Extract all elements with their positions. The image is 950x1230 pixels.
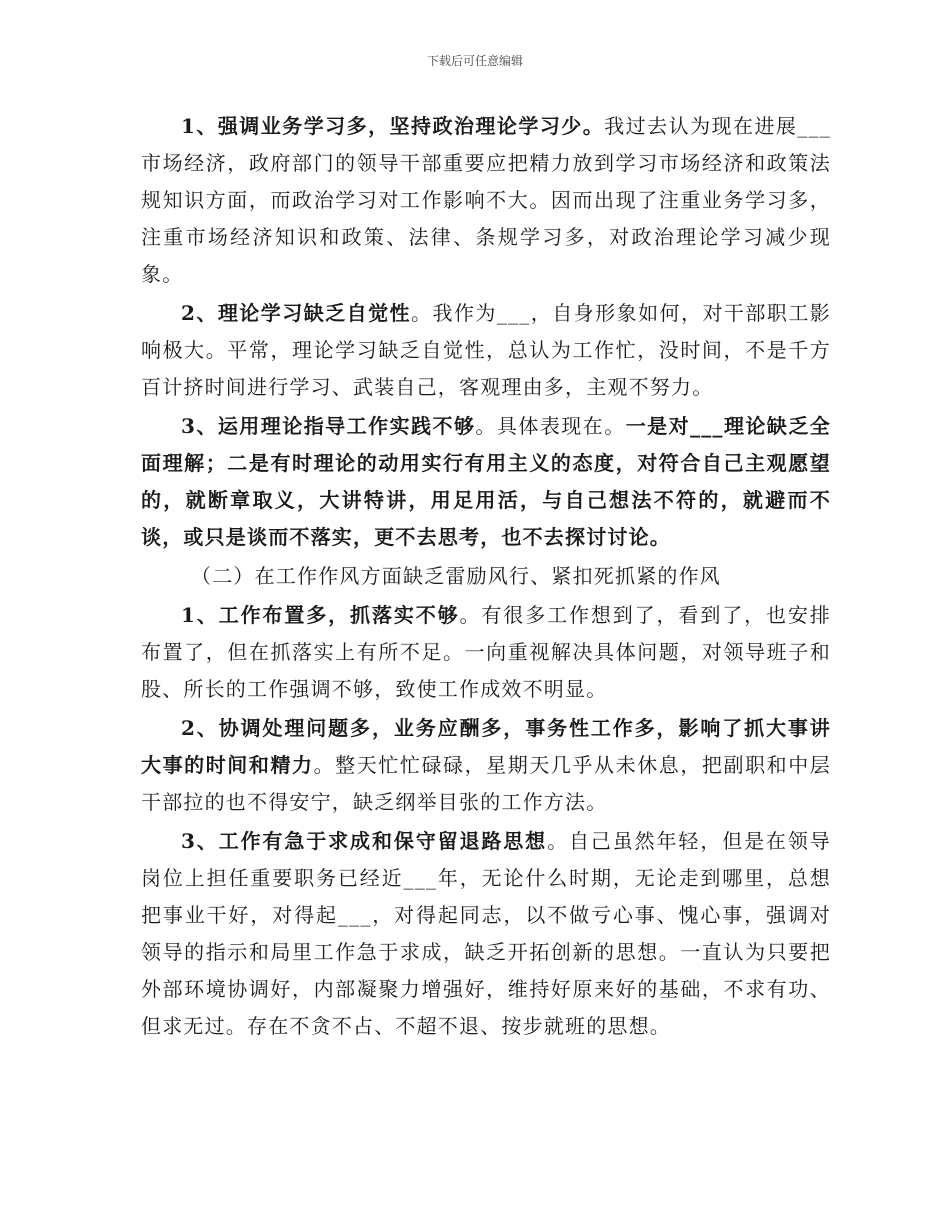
paragraph-text: 。自己虽然年轻，但是在领导岗位上担任重要职务已经近___年，无论什么时期，无论走到哪里，总想把事业干好，对得起___，对得起同志，以不做亏心事、愧心事，强调对领导的指示和局里工作急于求成，缺乏开拓创新的思想。一直认为只要把外部环境协调好，内部凝聚力增强好，维持好原来好的基础，不求有功、但求无过。存在不贪不占、不超不退、按步就班的思想。 [141, 829, 831, 1038]
paragraph-4 [141, 597, 831, 708]
paragraph-3 [141, 408, 831, 556]
paragraph-5 [141, 710, 831, 821]
header-note: 下载后可任意编辑 [426, 54, 523, 68]
paragraph-6 [141, 823, 831, 1045]
paragraph-2 [141, 295, 831, 406]
paragraph-text: 。我作为___，自身形象如何，对干部职工影响极大。平常，理论学习缺乏自觉性，总认为工作忙，没时间，不是千方百计挤时间进行学习、武装自己，客观理由多，主观不努力。 [141, 301, 831, 399]
document-body [141, 108, 831, 1047]
paragraph-text: 。有很多工作想到了，看到了，也安排布置了，但在抓落实上有所不足。一向重视解决具体问题，对领导班子和股、所长的工作强调不够，致使工作成效不明显。 [141, 603, 831, 701]
paragraph-heading: 3、工作有急于求成和保守留退路思想 [181, 829, 548, 853]
paragraph-text: 我过去认为现在进展___市场经济，政府部门的领导干部重要应把精力放到学习市场经济和政策法规知识方面，而政治学习对工作影响不大。因而出现了注重业务学习多，注重市场经济知识和政策、法律、条规学习多，对政治理论学习减少现象。 [141, 114, 831, 286]
paragraph-text: 。具体表现在。 [475, 414, 626, 438]
paragraph-heading: 3、运用理论指导工作实践不够 [181, 414, 476, 438]
paragraph-heading: 2、协调处理问题多，业务应酬多，事务性工作多，影响了抓大事讲大事的时间和精力 [141, 716, 831, 777]
section-heading: （二）在工作作风方面缺乏雷励风行、紧扣死抓紧的作风 [191, 564, 721, 588]
paragraph-text: 。整天忙忙碌碌，星期天几乎从未休息，把副职和中层干部拉的也不得安宁，缺乏纲举目张的工作方法。 [141, 753, 831, 814]
paragraph-heading: 1、工作布置多，抓落实不够 [181, 603, 460, 627]
paragraph-1 [141, 108, 831, 293]
paragraph-heading: 2、理论学习缺乏自觉性 [181, 301, 412, 325]
paragraph-heading: 1、强调业务学习多，坚持政治理论学习少。 [181, 114, 605, 138]
paragraph-bold-text: 一是对___理论缺乏全面理解；二是有时理论的动用实行有用主义的态度，对符合自己主观愿望的，就断章取义，大讲特讲，用足用活，与自己想法不符的，就避而不谈，或只是谈而不落实，更不去思考，也不去探讨讨论。 [141, 414, 832, 549]
